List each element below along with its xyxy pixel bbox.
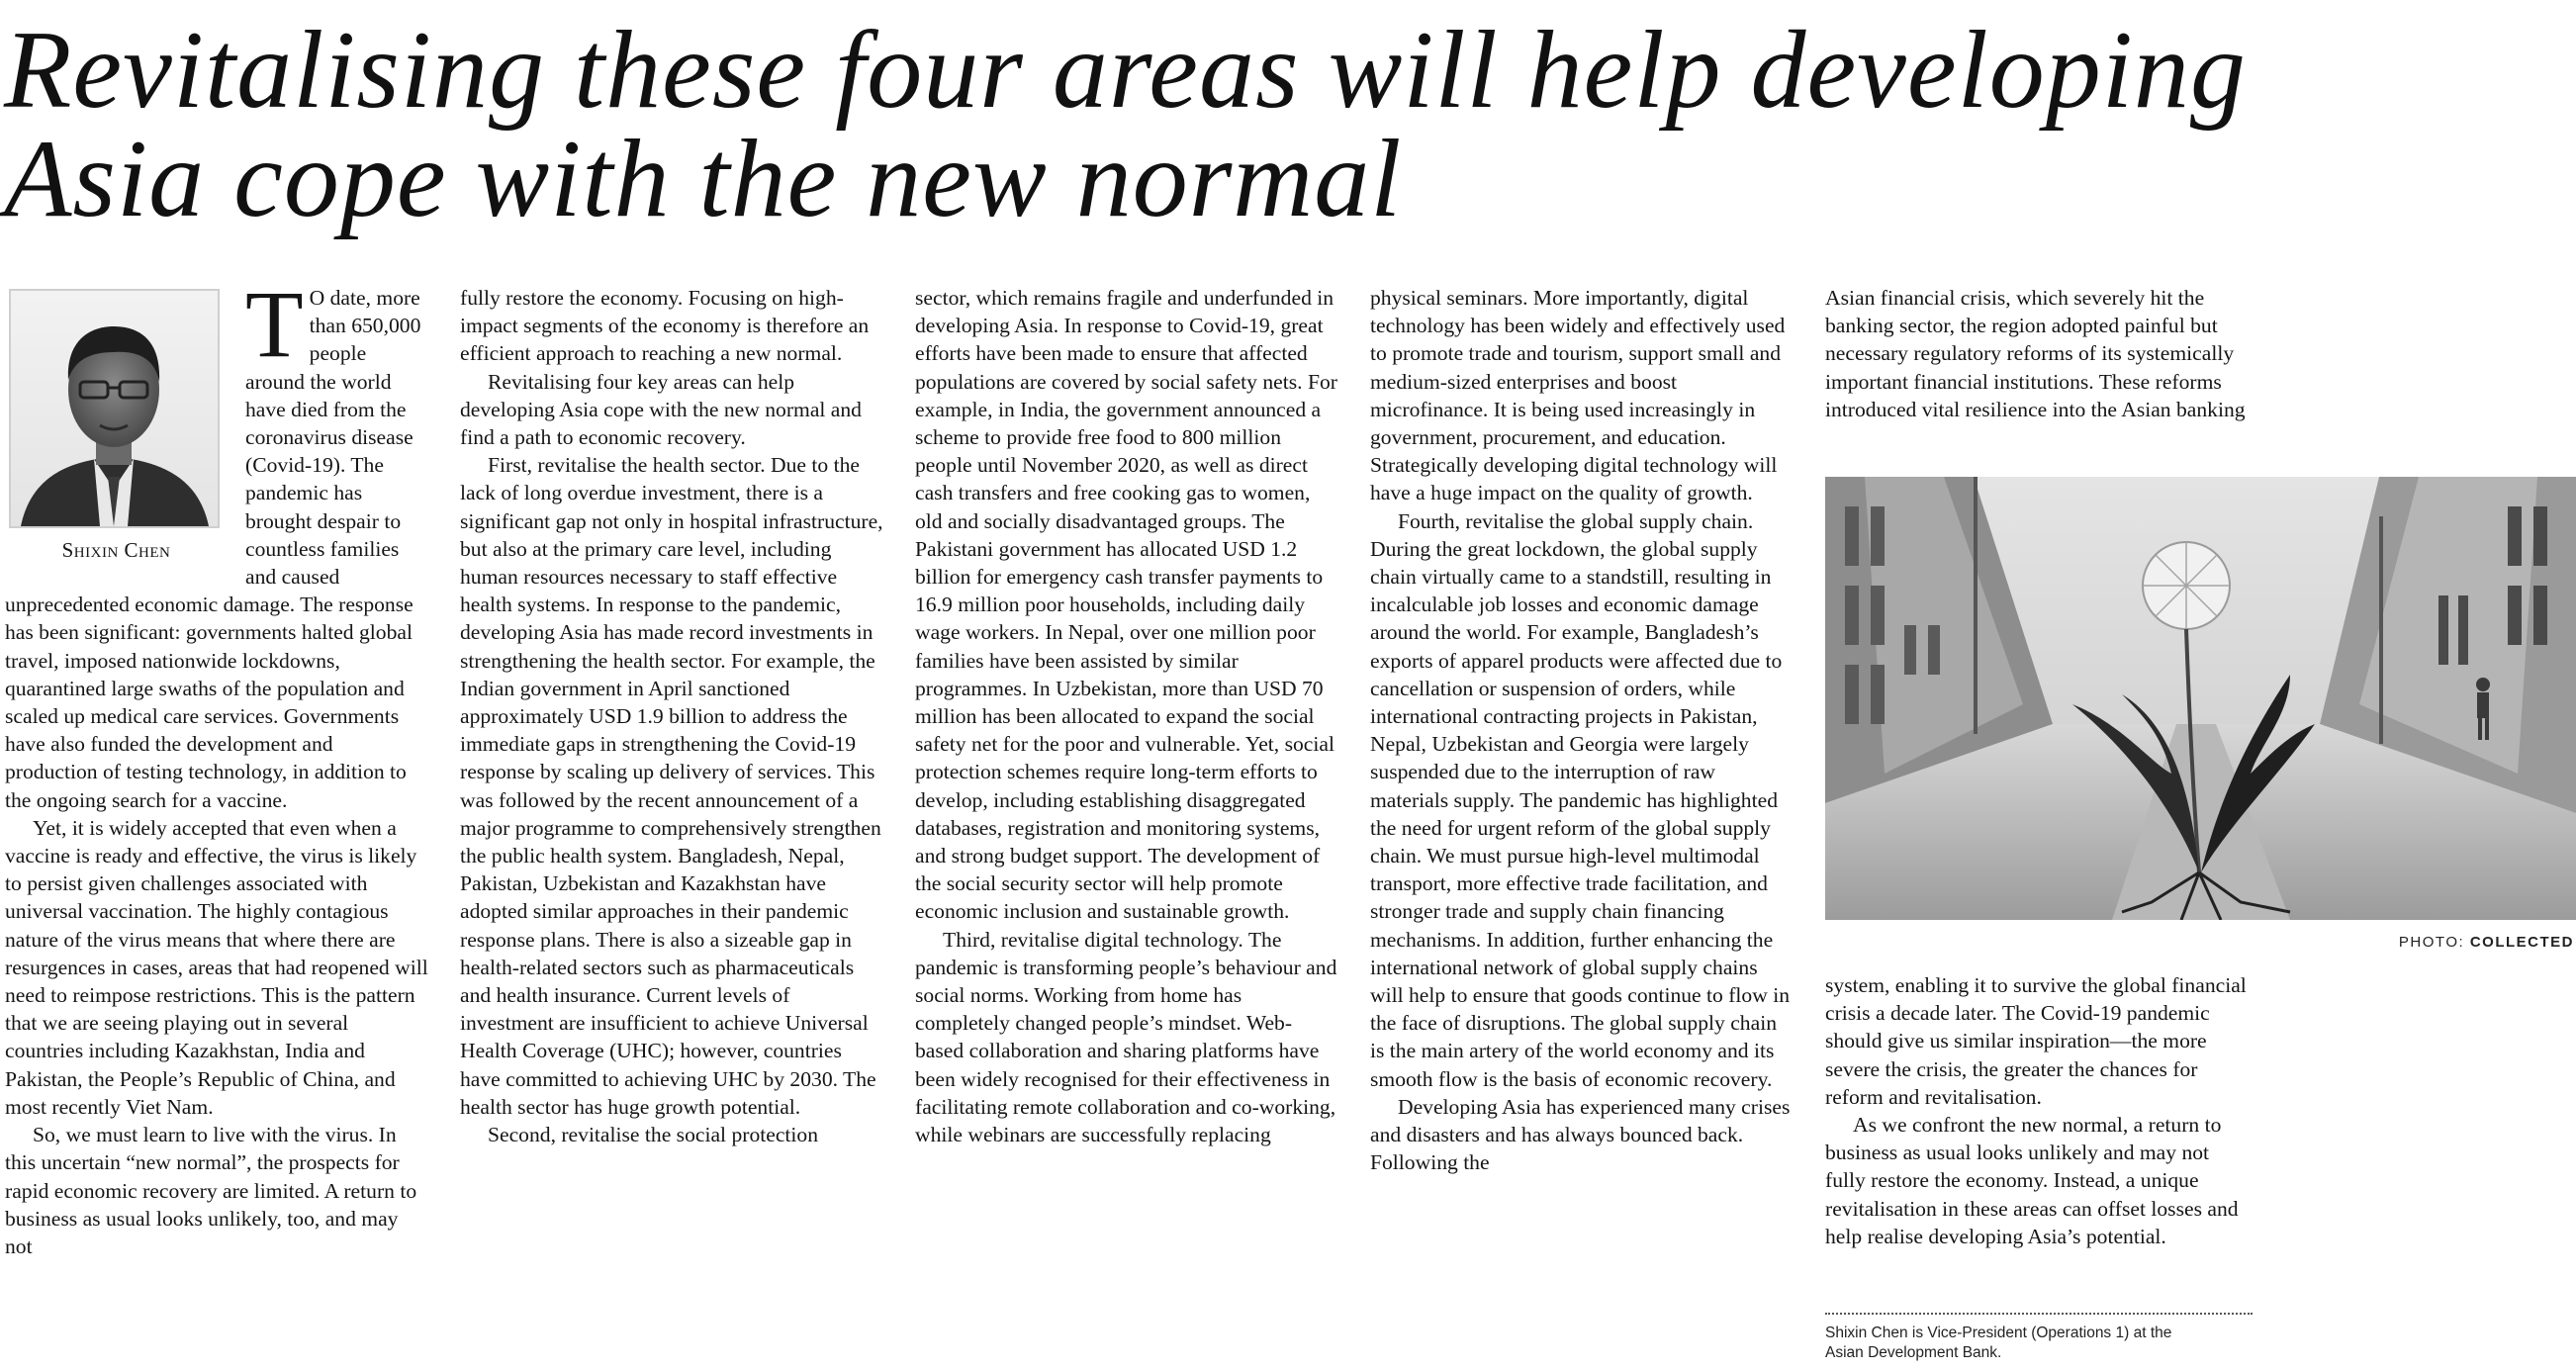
drop-cap: T — [245, 271, 304, 377]
paragraph: Developing Asia has experienced many crises and disasters and has always bounced back. Following the — [1370, 1094, 1791, 1175]
headline — [4, 9, 2247, 240]
footnote-line-1: Shixin Chen is Vice-President (Operations 1) at the — [1825, 1325, 2172, 1341]
article-illustration — [1825, 477, 2576, 920]
city-dandelion-illustration — [1825, 477, 2576, 920]
photo-credit-source: COLLECTED — [2469, 934, 2574, 951]
article-column-3 — [915, 284, 1338, 1148]
paragraph: Second, revitalise the social protection — [488, 1123, 818, 1147]
paragraph: sector, which remains fragile and underfunded in developing Asia. In response to Covid-19, great efforts have been made to ensure that affected populations are covered by social safety nets. For example, in India, the government announced a scheme to provide free food to 800 million people until November 2020, as well as direct cash transfers and free cooking gas to women, old and socially disadvantaged groups. The Pakistani government has allocated USD 1.2 billion for emergency cash transfer payments to 16.9 million poor households, including daily wage workers. In Nepal, over one million poor families have been assisted by similar programmes. In Uzbekistan, more than USD 70 million has been allocated to expand the social safety net for the poor and vulnerable. Yet, social protection schemes require long-term efforts to develop, including establishing disaggregated databases, registration and monitoring systems, and strong budget support. The development of the social security sector will help promote economic inclusion and sustainable growth. — [915, 286, 1337, 924]
footnote-line-2: Asian Development Bank. — [1825, 1344, 2002, 1361]
paragraph: As we confront the new normal, a return to business as usual looks unlikely and may not fully restore the economy. Instead, a unique revitalisation in these areas can offset losses and help realise developing Asia’s potential. — [1825, 1113, 2239, 1248]
paragraph: Asian financial crisis, which severely hit the banking sector, the region adopted painful but necessary regulatory reforms of its systemically important financial institutions. These reforms introduced vital resilience into the Asian banking — [1825, 286, 2246, 421]
paragraph: Third, revitalise digital technology. The pandemic is transforming people’s behaviour and social norms. Working from home has completely changed people’s mindset. Web-based collaboration and sharing platforms have been widely recognised for their effectiveness in facilitating remote collaboration and co-working, while webinars are successfully replacing — [915, 927, 1337, 1147]
paragraph: O date, more than 650,000 people around the world have died from the coronavirus disease (Covid-19). The pandemic has brought despair to countless families and caused unprecedented economic damage. The response has been significant: governments halted global travel, imposed nationwide lockdowns, quarantined large swaths of the population and scaled up medical care services. Governments have also funded the development and production of testing technology, in addition to the ongoing search for a vaccine. — [5, 286, 421, 812]
paragraph: Yet, it is widely accepted that even when a vaccine is ready and effective, the virus is likely to persist given challenges associated with universal vaccination. The highly contagious nature of the virus means that where there are resurgences in cases, areas that had reopened will need to reimpose restrictions. This is the pattern that we are seeing playing out in several countries including Kazakhstan, India and Pakistan, the People’s Republic of China, and most recently Viet Nam. — [5, 815, 428, 1119]
photo-credit — [2399, 934, 2574, 951]
headline-line-1: Revitalising these four areas will help developing — [4, 9, 2247, 132]
paragraph: Revitalising four key areas can help developing Asia cope with the new normal and find a path to economic recovery. — [460, 369, 862, 450]
article-column-5-bottom — [1825, 971, 2251, 1250]
photo-credit-label: PHOTO: — [2398, 934, 2470, 951]
paragraph: system, enabling it to survive the global financial crisis a decade later. The Covid-19 pandemic should give us similar inspiration—the more severe the crisis, the greater the chances for reform and revitalisation. — [1825, 973, 2247, 1109]
author-footnote — [1825, 1324, 2260, 1363]
footnote-divider — [1825, 1313, 2253, 1315]
author-portrait-image — [11, 291, 218, 526]
author-box — [9, 289, 224, 568]
article-column-5-top — [1825, 284, 2251, 423]
article-column-1 — [5, 271, 428, 1260]
article-column-2 — [460, 284, 883, 1148]
author-portrait — [9, 289, 220, 528]
paragraph: First, revitalise the health sector. Due to the lack of long overdue investment, there is a significant gap not only in hospital infrastructure, but also at the primary care level, including human resources necessary to staff effective health systems. In response to the pandemic, developing Asia has made record investments in strengthening the health sector. For example, the Indian government in April sanctioned approximately USD 1.9 billion to address the immediate gaps in strengthening the Covid-19 response by scaling up delivery of services. This was followed by the recent announcement of a major programme to comprehensively strengthen the public health system. Bangladesh, Nepal, Pakistan, Uzbekistan and Kazakhstan have adopted similar approaches in their pandemic response plans. There is also a sizeable gap in health-related sectors such as pharmaceuticals and health insurance. Current levels of investment are insufficient to achieve Universal Health Coverage (UHC); however, countries have committed to achieving UHC by 2030. The health sector has huge growth potential. — [460, 453, 883, 1119]
paragraph: fully restore the economy. Focusing on high-impact segments of the economy is therefore an efficient approach to reaching a new normal. — [460, 286, 870, 366]
headline-line-2: Asia cope with the new normal — [4, 118, 1403, 240]
paragraph: So, we must learn to live with the virus. In this uncertain “new normal”, the prospects for rapid economic recovery are limited. A return to business as usual looks unlikely, too, and may not — [5, 1123, 417, 1258]
paragraph: physical seminars. More importantly, digital technology has been widely and effectively used to promote trade and tourism, support small and medium-sized enterprises and boost microfinance. It is being used increasingly in government, procurement, and education. Strategically developing digital technology will have a huge impact on the quality of growth. — [1370, 286, 1786, 505]
paragraph: Fourth, revitalise the global supply chain. During the great lockdown, the global supply chain virtually came to a standstill, resulting in incalculable job losses and economic damage around the world. For example, Bangladesh’s exports of apparel products were affected due to cancellation or suspension of orders, while international contracting projects in Pakistan, Nepal, Uzbekistan and Georgia were largely suspended due to the interruption of raw materials supply. The pandemic has highlighted the need for urgent reform of the global supply chain. We must pursue high-level multimodal transport, more effective trade facilitation, and stronger trade and supply chain financing mechanisms. In addition, further enhancing the international network of global supply chains will help to ensure that goods continue to flow in the face of disruptions. The global supply chain is the main artery of the world economy and its smooth flow is the basis of economic recovery. — [1370, 508, 1791, 1091]
article-column-4 — [1370, 284, 1794, 1177]
author-byline: Shixin Chen — [61, 538, 171, 562]
